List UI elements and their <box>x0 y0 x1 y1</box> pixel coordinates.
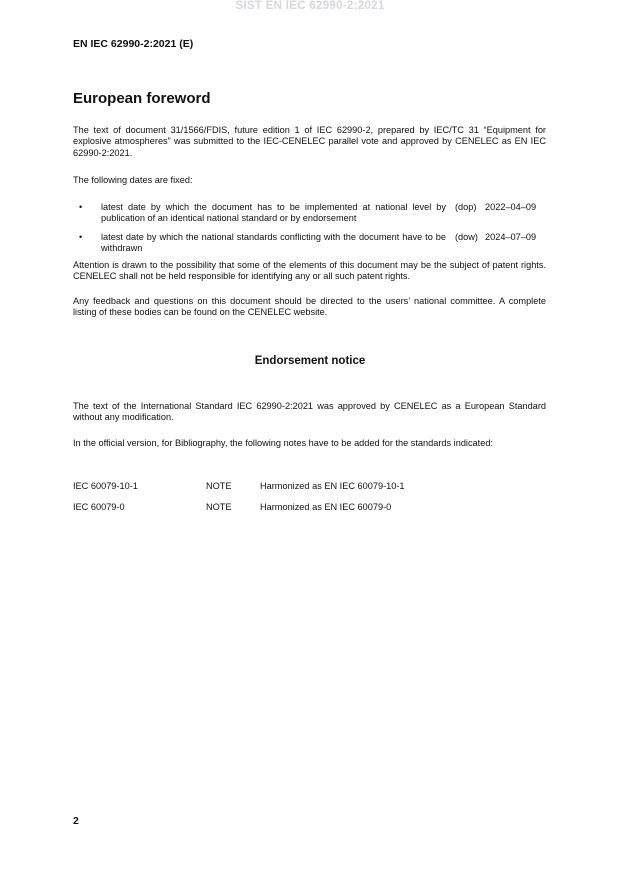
endorsement-title: Endorsement notice <box>254 355 366 367</box>
bullet-icon: • <box>79 202 83 212</box>
date-item-code: (dop) <box>455 202 477 212</box>
endorsement-paragraph: The text of the International Standard IEC 62990-2:2021 was approved by CENELEC as a European Standard without any modification. <box>73 401 546 423</box>
foreword-title: European foreword <box>73 90 211 107</box>
dates-intro-paragraph: The following dates are fixed: <box>73 175 193 185</box>
watermark: SIST EN IEC 62990-2:2021 <box>235 0 385 12</box>
note-text: Harmonized as EN IEC 60079-0 <box>260 502 392 512</box>
document-identifier: EN IEC 62990-2:2021 (E) <box>73 38 194 50</box>
note-label: NOTE <box>206 481 232 491</box>
page-number: 2 <box>73 815 79 827</box>
note-label: NOTE <box>206 502 232 512</box>
date-item-date: 2022–04–09 <box>485 202 537 212</box>
bibliography-intro-paragraph: In the official version, for Bibliography, the following notes have to be added for the standards indicated: <box>73 438 493 448</box>
date-item-date: 2024–07–09 <box>485 232 537 242</box>
patent-paragraph: Attention is drawn to the possibility that some of the elements of this document may be the subject of patent rights. CENELEC shall not be held responsible for identifying any or all such patent rights. <box>73 260 546 282</box>
foreword-intro-paragraph: The text of document 31/1566/FDIS, future edition 1 of IEC 62990-2, prepared by IEC/TC 31 “Equipment for explosive atmospheres” was submitted to the IEC-CENELEC parallel vote and approved by CENELEC as EN IEC 62990-2:2021. <box>73 125 546 158</box>
feedback-paragraph: Any feedback and questions on this document should be directed to the users’ national committee. A complete listing of these bodies can be found on the CENELEC website. <box>73 296 546 318</box>
note-text: Harmonized as EN IEC 60079-10-1 <box>260 481 405 491</box>
date-item-text: latest date by which the national standards conflicting with the document have to be withdrawn <box>101 232 446 254</box>
note-standard: IEC 60079-0 <box>73 502 125 512</box>
note-standard: IEC 60079-10-1 <box>73 481 138 491</box>
date-item-text: latest date by which the document has to be implemented at national level by publication of an identical national standard or by endorsement <box>101 202 446 224</box>
bullet-icon: • <box>79 232 83 242</box>
date-item-code: (dow) <box>455 232 478 242</box>
